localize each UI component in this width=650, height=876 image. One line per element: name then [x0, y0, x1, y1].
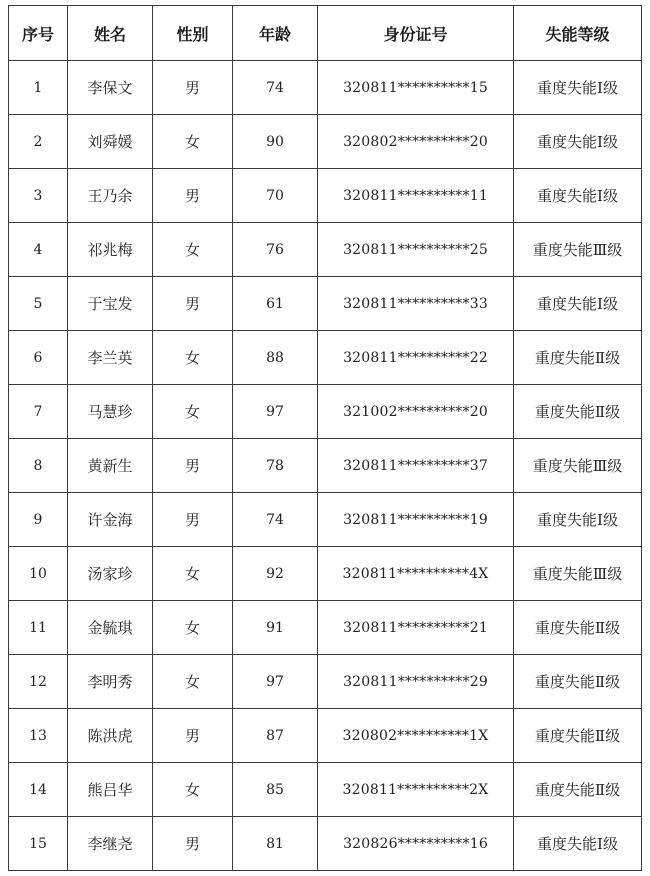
id-number-cell: 320811**********19: [318, 493, 514, 547]
disability-level-cell: 重度失能Ⅱ级: [514, 385, 642, 439]
id-number-cell: 320826**********16: [318, 817, 514, 871]
disability-level-cell: 重度失能Ⅱ级: [514, 331, 642, 385]
table-row: [9, 385, 642, 439]
disability-level-cell: 重度失能Ⅰ级: [514, 493, 642, 547]
table-row: [9, 115, 642, 169]
id-number-cell: 320811**********15: [318, 61, 514, 115]
id-number-cell: 320811**********37: [318, 439, 514, 493]
row-index-cell: 12: [9, 655, 68, 709]
gender-cell: 女: [153, 601, 233, 655]
name-cell: 李兰英: [68, 331, 153, 385]
row-index-cell: 5: [9, 277, 68, 331]
age-cell: 78: [233, 439, 318, 493]
disability-level-cell: 重度失能Ⅲ级: [514, 439, 642, 493]
row-index-cell: 10: [9, 547, 68, 601]
age-cell: 87: [233, 709, 318, 763]
table-row: [9, 61, 642, 115]
gender-cell: 男: [153, 439, 233, 493]
age-cell: 85: [233, 763, 318, 817]
id-number-cell: 321002**********20: [318, 385, 514, 439]
row-index-cell: 1: [9, 61, 68, 115]
age-cell: 88: [233, 331, 318, 385]
table-row: [9, 439, 642, 493]
gender-cell: 男: [153, 709, 233, 763]
id-number-cell: 320811**********21: [318, 601, 514, 655]
gender-cell: 女: [153, 115, 233, 169]
table-row: [9, 601, 642, 655]
disability-level-cell: 重度失能Ⅰ级: [514, 115, 642, 169]
age-cell: 81: [233, 817, 318, 871]
row-index-cell: 8: [9, 439, 68, 493]
table-row: [9, 547, 642, 601]
table-row: [9, 277, 642, 331]
table-row: [9, 331, 642, 385]
name-cell: 金毓琪: [68, 601, 153, 655]
table-row: [9, 223, 642, 277]
table-row: [9, 709, 642, 763]
table-row: [9, 655, 642, 709]
name-cell: 陈洪虎: [68, 709, 153, 763]
id-number-cell: 320811**********22: [318, 331, 514, 385]
disability-level-cell: 重度失能Ⅱ级: [514, 709, 642, 763]
disability-level-cell: 重度失能Ⅱ级: [514, 763, 642, 817]
disability-level-cell: 重度失能Ⅱ级: [514, 601, 642, 655]
row-index-cell: 13: [9, 709, 68, 763]
row-index-cell: 7: [9, 385, 68, 439]
name-cell: 熊吕华: [68, 763, 153, 817]
row-index-cell: 14: [9, 763, 68, 817]
table-row: [9, 169, 642, 223]
name-cell: 李继尧: [68, 817, 153, 871]
age-cell: 74: [233, 493, 318, 547]
id-number-cell: 320811**********33: [318, 277, 514, 331]
column-header-age: 年龄: [233, 6, 318, 61]
age-cell: 97: [233, 655, 318, 709]
gender-cell: 女: [153, 763, 233, 817]
row-index-cell: 9: [9, 493, 68, 547]
age-cell: 61: [233, 277, 318, 331]
disability-level-cell: 重度失能Ⅲ级: [514, 547, 642, 601]
name-cell: 李明秀: [68, 655, 153, 709]
disability-level-cell: 重度失能Ⅰ级: [514, 817, 642, 871]
id-number-cell: 320811**********25: [318, 223, 514, 277]
name-cell: 王乃余: [68, 169, 153, 223]
disability-level-cell: 重度失能Ⅰ级: [514, 169, 642, 223]
column-header-gender: 性别: [153, 6, 233, 61]
age-cell: 91: [233, 601, 318, 655]
disability-roster-table: [8, 5, 642, 871]
name-cell: 祁兆梅: [68, 223, 153, 277]
disability-level-cell: 重度失能Ⅰ级: [514, 277, 642, 331]
disability-level-cell: 重度失能Ⅰ级: [514, 61, 642, 115]
id-number-cell: 320802**********20: [318, 115, 514, 169]
age-cell: 74: [233, 61, 318, 115]
row-index-cell: 11: [9, 601, 68, 655]
row-index-cell: 15: [9, 817, 68, 871]
gender-cell: 男: [153, 817, 233, 871]
name-cell: 黄新生: [68, 439, 153, 493]
gender-cell: 男: [153, 61, 233, 115]
id-number-cell: 320811**********4X: [318, 547, 514, 601]
gender-cell: 男: [153, 493, 233, 547]
row-index-cell: 6: [9, 331, 68, 385]
name-cell: 马慧珍: [68, 385, 153, 439]
gender-cell: 女: [153, 547, 233, 601]
name-cell: 刘舜媛: [68, 115, 153, 169]
table-row: [9, 817, 642, 871]
table-header-row: [9, 6, 642, 61]
disability-level-cell: 重度失能Ⅱ级: [514, 655, 642, 709]
gender-cell: 女: [153, 331, 233, 385]
gender-cell: 女: [153, 655, 233, 709]
gender-cell: 男: [153, 277, 233, 331]
name-cell: 汤家珍: [68, 547, 153, 601]
row-index-cell: 2: [9, 115, 68, 169]
disability-level-cell: 重度失能Ⅲ级: [514, 223, 642, 277]
id-number-cell: 320802**********1X: [318, 709, 514, 763]
name-cell: 许金海: [68, 493, 153, 547]
age-cell: 70: [233, 169, 318, 223]
row-index-cell: 4: [9, 223, 68, 277]
table-row: [9, 493, 642, 547]
gender-cell: 女: [153, 385, 233, 439]
row-index-cell: 3: [9, 169, 68, 223]
gender-cell: 女: [153, 223, 233, 277]
name-cell: 李保文: [68, 61, 153, 115]
age-cell: 90: [233, 115, 318, 169]
id-number-cell: 320811**********2X: [318, 763, 514, 817]
id-number-cell: 320811**********11: [318, 169, 514, 223]
gender-cell: 男: [153, 169, 233, 223]
column-header-index: 序号: [9, 6, 68, 61]
column-header-id-number: 身份证号: [318, 6, 514, 61]
age-cell: 76: [233, 223, 318, 277]
table-body: [9, 61, 642, 871]
age-cell: 92: [233, 547, 318, 601]
column-header-disability-level: 失能等级: [514, 6, 642, 61]
name-cell: 于宝发: [68, 277, 153, 331]
column-header-name: 姓名: [68, 6, 153, 61]
id-number-cell: 320811**********29: [318, 655, 514, 709]
age-cell: 97: [233, 385, 318, 439]
table-row: [9, 763, 642, 817]
